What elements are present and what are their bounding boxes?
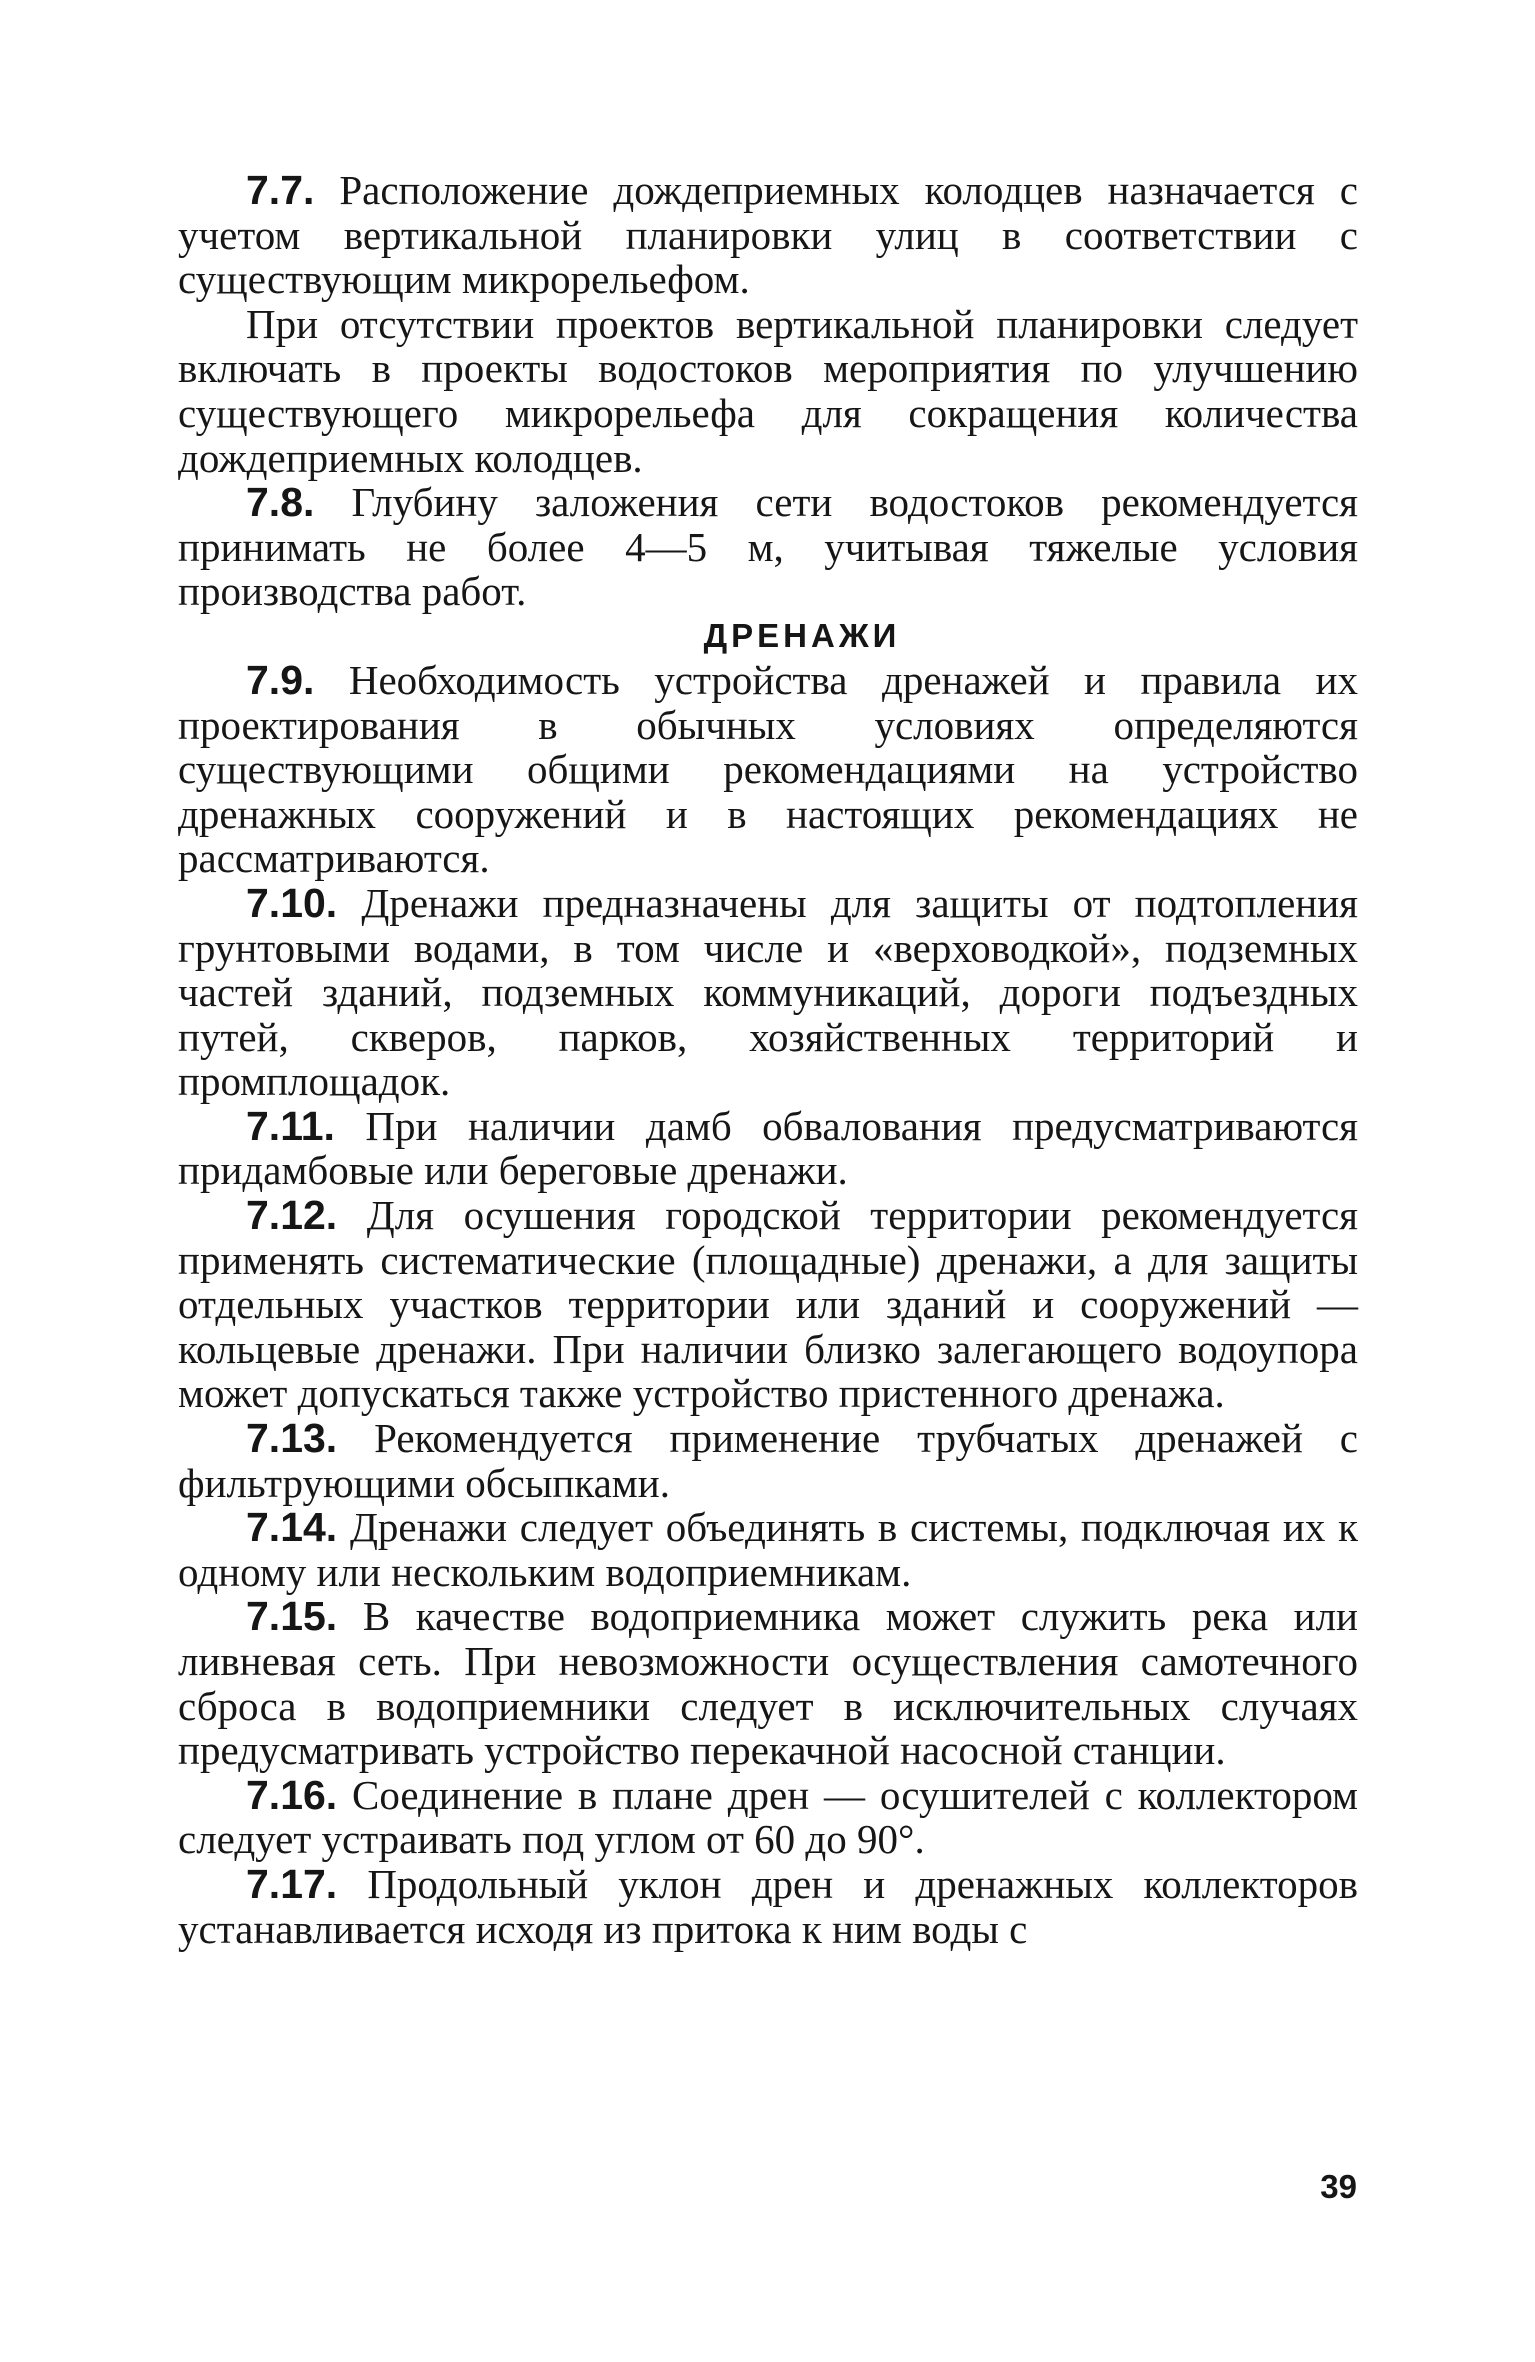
clause-number: 7.12. <box>246 1192 338 1239</box>
paragraph-7-12 <box>178 1193 1358 1416</box>
paragraph-7-8 <box>178 480 1358 614</box>
paragraph-text: Для осушения городской территории рекомендуется применять систематические (площадные) дренажи, а для защиты отдельных участков территории или зданий и сооружений — кольцевые дренажи. При наличии близко залегающего водоупора может допускаться также устройство пристенного дренажа. <box>178 1192 1358 1417</box>
paragraph-text: Глубину заложения сети водостоков рекомендуется принимать не более 4—5 м, учитывая тяжелые условия производства работ. <box>178 479 1358 615</box>
paragraph-7-16 <box>178 1773 1358 1862</box>
paragraph-7-17 <box>178 1862 1358 1951</box>
paragraph-text: Продольный уклон дрен и дренажных коллекторов устанавливается исходя из притока к ним воды с <box>178 1860 1358 1952</box>
paragraph-text: В качестве водоприемника может служить река или ливневая сеть. При невозможности осуществления самотечного сброса в водоприемники следует в исключительных случаях предусматривать устройство перекачной насосной станции. <box>178 1593 1358 1774</box>
clause-number: 7.7. <box>246 167 315 213</box>
paragraph-text: Необходимость устройства дренажей и правила их проектирования в обычных условиях определяются существующими общими рекомендациями на устройство дренажных сооружений и в настоящих рекомендациях не рассматриваются. <box>178 656 1358 882</box>
clause-number: 7.10. <box>246 879 338 926</box>
paragraph-7-7 <box>178 168 1358 302</box>
clause-number: 7.13. <box>246 1415 338 1462</box>
clause-number: 7.16. <box>246 1771 338 1818</box>
clause-number: 7.15. <box>246 1593 338 1640</box>
paragraph-7-7-cont <box>178 302 1358 480</box>
paragraph-7-15 <box>178 1594 1358 1772</box>
paragraph-7-9 <box>178 658 1358 881</box>
paragraph-text: Рекомендуется применение трубчатых дренажей с фильтрующими обсыпками. <box>178 1415 1358 1506</box>
page-body <box>178 168 1358 1951</box>
paragraph-7-14 <box>178 1505 1358 1594</box>
page-number: 39 <box>1320 2168 1357 2205</box>
paragraph-text: Дренажи предназначены для защиты от подтопления грунтовыми водами, в том числе и «верховодкой», подземных частей зданий, подземных коммуникаций, дороги подъездных путей, скверов, парков, хозяйственных территорий и промплощадок. <box>178 879 1359 1105</box>
paragraph-text: При наличии дамб обвалования предусматриваются придамбовые или береговые дренажи. <box>178 1102 1359 1194</box>
section-heading: ДРЕНАЖИ <box>703 616 901 654</box>
clause-number: 7.14. <box>246 1504 338 1551</box>
paragraph-text: Дренажи следует объединять в системы, подключая их к одному или нескольким водоприемникам. <box>178 1504 1359 1595</box>
paragraph-7-11 <box>178 1104 1358 1193</box>
paragraph-text: Расположение дождеприемных колодцев назначается с учетом вертикальной планировки улиц в соответствии с существующим микрорельефом. <box>178 167 1359 303</box>
clause-number: 7.17. <box>246 1860 338 1907</box>
clause-number: 7.11. <box>246 1102 335 1149</box>
paragraph-text: При отсутствии проектов вертикальной планировки следует включать в проекты водостоков мероприятия по улучшению существующего микрорельефа для сокращения количества дождеприемных колодцев. <box>178 300 1358 481</box>
paragraph-7-13 <box>178 1416 1358 1505</box>
clause-number: 7.9. <box>246 656 315 703</box>
paragraph-7-10 <box>178 881 1358 1104</box>
paragraph-text: Соединение в плане дрен — осушителей с коллектором следует устраивать под углом от 60 до 90°. <box>178 1771 1358 1863</box>
clause-number: 7.8. <box>246 479 315 526</box>
